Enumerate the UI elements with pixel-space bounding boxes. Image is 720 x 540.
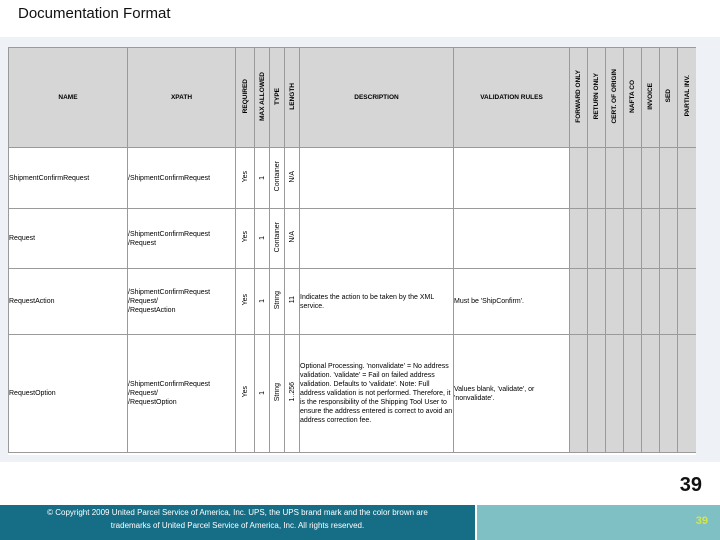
- cell-flag: [678, 269, 697, 335]
- cell-length: N/A: [285, 209, 300, 269]
- header-required: REQUIRED: [236, 48, 255, 148]
- cell-flag: [624, 335, 642, 453]
- cell-description: [300, 148, 454, 209]
- cell-validation-rules: [454, 209, 570, 269]
- cell-flag: [570, 148, 588, 209]
- cell-type: String: [270, 335, 285, 453]
- cell-validation-rules: Values blank, 'validate', or 'nonvalidate'.: [454, 335, 570, 453]
- header-type: TYPE: [270, 48, 285, 148]
- cell-max-allowed: 1: [255, 209, 270, 269]
- header-forward-only: FORWARD ONLY: [570, 48, 588, 148]
- footer-accent: [477, 505, 720, 540]
- cell-required: Yes: [236, 335, 255, 453]
- cell-length: 1..256: [285, 335, 300, 453]
- header-length: LENGTH: [285, 48, 300, 148]
- cell-flag: [588, 269, 606, 335]
- cell-flag: [624, 209, 642, 269]
- cell-flag: [660, 209, 678, 269]
- cell-xpath: /ShipmentConfirmRequest: [128, 148, 236, 209]
- table-row: [9, 148, 697, 209]
- slide-title: Documentation Format: [18, 5, 171, 22]
- cell-required: Yes: [236, 269, 255, 335]
- cell-xpath: /ShipmentConfirmRequest /Request: [128, 209, 236, 269]
- cell-flag: [588, 148, 606, 209]
- cell-flag: [588, 335, 606, 453]
- footer-copyright: [0, 505, 475, 540]
- copyright-line-2: trademarks of United Parcel Service of America, Inc. All rights reserved.: [110, 521, 365, 530]
- cell-flag: [570, 209, 588, 269]
- cell-max-allowed: 1: [255, 335, 270, 453]
- cell-flag: [624, 269, 642, 335]
- header-max-allowed: MAX ALLOWED: [255, 48, 270, 148]
- cell-xpath: /ShipmentConfirmRequest /Request/ /RequestOption: [128, 335, 236, 453]
- cell-name: Request: [9, 209, 128, 269]
- cell-flag: [606, 148, 624, 209]
- header-return-only: RETURN ONLY: [588, 48, 606, 148]
- header-description: DESCRIPTION: [300, 48, 454, 148]
- cell-required: Yes: [236, 148, 255, 209]
- cell-flag: [642, 209, 660, 269]
- cell-flag: [570, 335, 588, 453]
- cell-flag: [606, 335, 624, 453]
- cell-name: RequestOption: [9, 335, 128, 453]
- table-row: [9, 269, 697, 335]
- cell-flag: [678, 335, 697, 453]
- cell-flag: [642, 335, 660, 453]
- footer-page-number: 39: [695, 515, 708, 527]
- cell-flag: [678, 148, 697, 209]
- header-sed: SED: [660, 48, 678, 148]
- header-name: NAME: [9, 48, 128, 148]
- copyright-line-1: © Copyright 2009 United Parcel Service of America, Inc. UPS, the UPS brand mark and the color brown are: [47, 508, 428, 517]
- cell-flag: [660, 269, 678, 335]
- header-cert-of-origin: CERT. OF ORIGIN: [606, 48, 624, 148]
- cell-flag: [588, 209, 606, 269]
- cell-flag: [624, 148, 642, 209]
- cell-flag: [570, 269, 588, 335]
- cell-flag: [642, 269, 660, 335]
- cell-type: Container: [270, 148, 285, 209]
- cell-max-allowed: 1: [255, 148, 270, 209]
- cell-description: Indicates the action to be taken by the XML service.: [300, 269, 454, 335]
- header-validation-rules: VALIDATION RULES: [454, 48, 570, 148]
- cell-validation-rules: [454, 148, 570, 209]
- spec-table: [8, 47, 696, 453]
- header-xpath: XPATH: [128, 48, 236, 148]
- cell-length: N/A: [285, 148, 300, 209]
- header-nafta-co: NAFTA CO: [624, 48, 642, 148]
- cell-flag: [660, 335, 678, 453]
- cell-validation-rules: Must be 'ShipConfirm'.: [454, 269, 570, 335]
- cell-max-allowed: 1: [255, 269, 270, 335]
- table-row: [9, 335, 697, 453]
- cell-length: 11: [285, 269, 300, 335]
- cell-required: Yes: [236, 209, 255, 269]
- slide-number: 39: [679, 474, 702, 496]
- cell-flag: [678, 209, 697, 269]
- cell-xpath: /ShipmentConfirmRequest /Request/ /RequestAction: [128, 269, 236, 335]
- cell-description: [300, 209, 454, 269]
- cell-flag: [642, 148, 660, 209]
- cell-name: ShipmentConfirmRequest: [9, 148, 128, 209]
- header-partial-inv: PARTIAL INV.: [678, 48, 697, 148]
- table-row: [9, 209, 697, 269]
- spec-table-container: [8, 47, 696, 455]
- header-invoice: INVOICE: [642, 48, 660, 148]
- cell-description: Optional Processing. 'nonvalidate' = No address validation. 'validate' = Fail on failed address validation. Defaults to 'validate'. Note: Full address validation is not performed. Therefore, it is the responsibility of the Shipping Tool User to ensure the address entered is correct to avoid an address correction fee.: [300, 335, 454, 453]
- cell-flag: [606, 209, 624, 269]
- cell-type: String: [270, 269, 285, 335]
- cell-flag: [606, 269, 624, 335]
- cell-flag: [660, 148, 678, 209]
- cell-name: RequestAction: [9, 269, 128, 335]
- cell-type: Container: [270, 209, 285, 269]
